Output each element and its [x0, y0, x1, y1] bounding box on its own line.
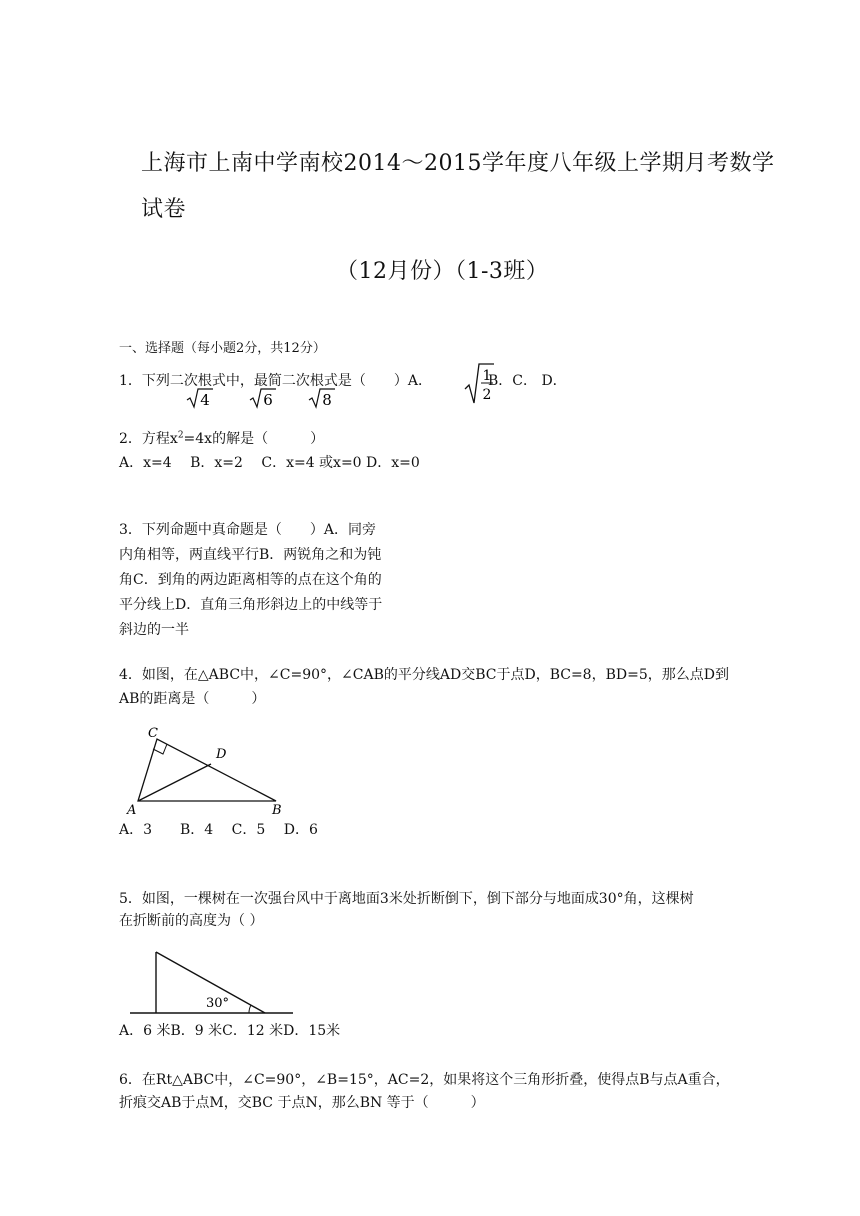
question-3-line2: 内角相等，两直线平行B．两锐角之和为钝	[119, 547, 382, 563]
label-a: A	[127, 803, 137, 818]
section-heading: 一、选择题（每小题2分，共12分）	[119, 341, 326, 356]
angle-arc	[249, 1005, 251, 1013]
frac-numerator: 1	[482, 368, 492, 384]
radical-8-icon	[308, 387, 336, 409]
radical-4-icon	[186, 387, 214, 409]
question-5-line2: 在折断前的高度为（ ）	[119, 913, 264, 929]
question-6-line1: 6．在Rt△ABC中，∠C=90°，∠B=15°，AC=2，如果将这个三角形折叠，使得点B与点A重合，	[119, 1072, 730, 1088]
bisector-ad	[138, 764, 211, 801]
question-3-line3: 角C．到角的两边距离相等的点在这个角的	[119, 572, 382, 588]
label-d: D	[216, 747, 227, 762]
question-4-options: A．3 B．4 C．5 D．6	[119, 822, 318, 838]
question-2-options: A．x=4 B．x=2 C．x=4 或x=0 D．x=0	[119, 455, 420, 471]
question-3-line5: 斜边的一半	[119, 622, 189, 638]
question-4-line2: AB的距离是（ ）	[119, 691, 266, 707]
question-5-options: A．6 米B．9 米C．12 米D．15米	[119, 1023, 341, 1039]
question-3-line1: 3．下列命题中真命题是（ ）A．同旁	[119, 522, 377, 538]
triangle-abc-figure	[120, 722, 300, 822]
frac-denominator: 2	[482, 387, 492, 403]
question-1-options: B．C． D．	[488, 373, 567, 389]
radical-6-icon	[249, 387, 277, 409]
question-6-line2: 折痕交AB于点M，交BC 于点N，那么BN 等于（ ）	[119, 1095, 485, 1111]
label-c: C	[148, 726, 158, 741]
radical-8-value: 8	[322, 391, 332, 409]
question-5-line1: 5．如图，一棵树在一次强台风中于离地面3米处折断倒下，倒下部分与地面成30°角，这棵树	[119, 891, 694, 907]
question-2-exponent: 2	[177, 430, 184, 441]
radical-4-value: 4	[200, 391, 210, 409]
question-4-line1: 4．如图，在△ABC中，∠C=90°，∠CAB的平分线AD交BC于点D，BC=8，BD=5，那么点D到	[119, 667, 729, 683]
triangle-abc	[138, 739, 276, 801]
question-2-stem-post: =4x的解是（ ）	[183, 431, 325, 447]
label-b: B	[272, 803, 282, 818]
question-2-stem	[119, 428, 324, 448]
radical-6-value: 6	[263, 391, 273, 409]
question-1-stem: 1．下列二次根式中，最简二次根式是（ ）A．	[119, 373, 433, 389]
document-title-line2: 试卷	[141, 197, 187, 222]
broken-tree-figure	[125, 946, 300, 1021]
angle-label: 30°	[206, 996, 230, 1011]
question-2-stem-pre: 2．方程x	[119, 431, 178, 447]
document-subtitle: （12月份）（1-3班）	[336, 259, 549, 284]
question-3-line4: 平分线上D．直角三角形斜边上的中线等于	[119, 597, 383, 613]
document-title-line1: 上海市上南中学南校2014～2015学年度八年级上学期月考数学	[141, 151, 775, 176]
